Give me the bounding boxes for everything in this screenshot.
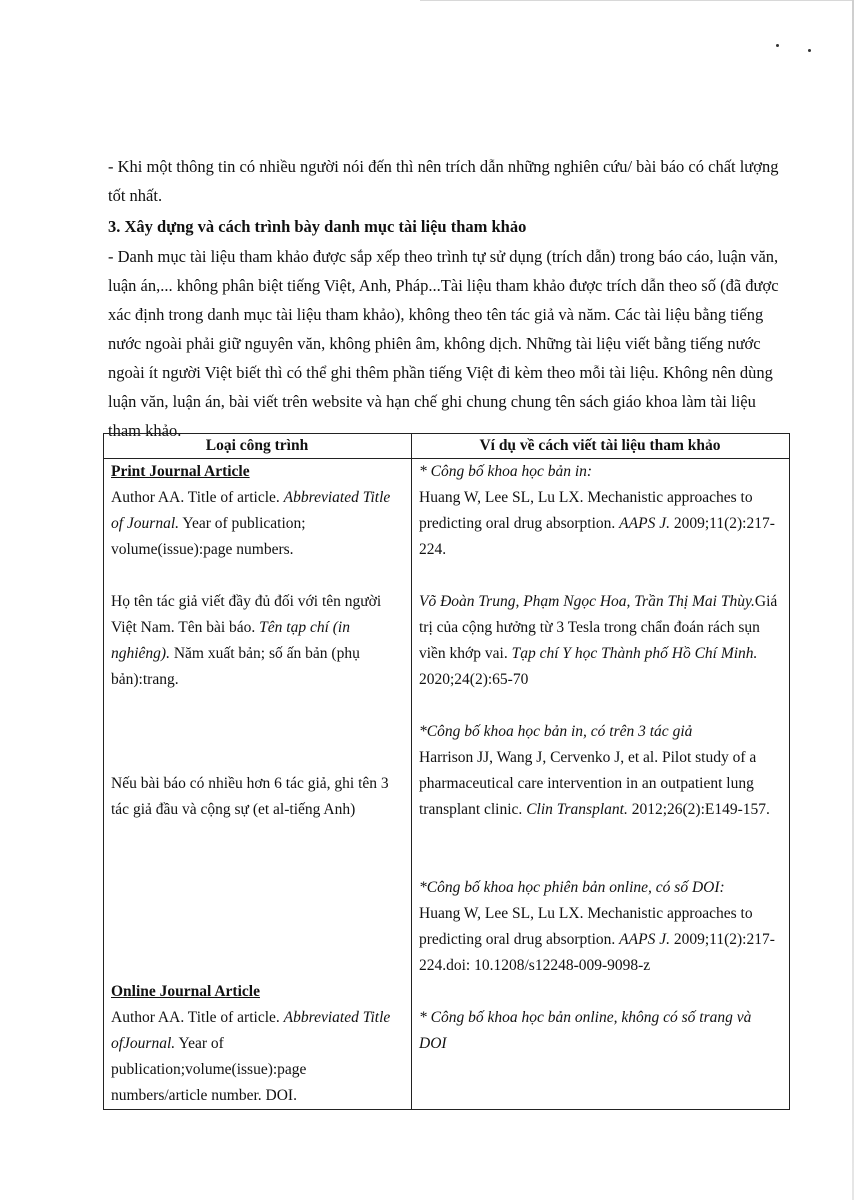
section-3-heading: 3. Xây dựng và cách trình bày danh mục tài liệu tham khảo — [108, 217, 527, 236]
print-journal-title: Print Journal Article — [111, 463, 250, 480]
example-online-doi-note: *Công bố khoa học phiên bản online, có số DOI: — [419, 879, 725, 896]
example-cell — [412, 459, 790, 1110]
paragraph-reference-list-rules: - Danh mục tài liệu tham khảo được sắp xếp theo trình tự sử dụng (trích dẫn) trong báo cáo, luận văn, luận án,... không phân biệt tiếng Việt, Anh, Pháp...Tài liệu tham khảo được trích dẫn theo số (đã được xác định trong danh mục tài liệu tham khảo), không theo tên tác giả và năm. Các tài liệu bằng tiếng nước ngoài phải giữ nguyên văn, không phiên âm, không dịch. Những tài liệu viết bằng tiếng nước ngoài ít người Việt biết thì có thể ghi thêm phần tiếng Việt đi kèm theo mỗi tài liệu. Không nên dùng luận văn, luận án, bài viết trên website và hạn chế ghi chung chung tên sách giáo khoa làm tài liệu tham khảo. — [108, 247, 779, 440]
six-authors-rule: Nếu bài báo có nhiều hơn 6 tác giả, ghi tên 3 tác giả đầu và cộng sự (et al-tiếng Anh) — [111, 775, 389, 818]
online-journal-format: Author AA. Title of article. Abbreviated Title ofJournal. Year of publication;volume(issue):page numbers/article number. DOI. — [111, 1009, 391, 1104]
paragraph-citation-quality: - Khi một thông tin có nhiều người nói đến thì nên trích dẫn những nghiên cứu/ bài báo có chất lượng tốt nhất. — [108, 157, 779, 205]
scan-speck — [808, 49, 811, 52]
work-type-cell — [104, 459, 412, 1110]
scan-speck — [776, 44, 779, 47]
example-online-no-doi-note: * Công bố khoa học bản online, không có số trang và DOI — [419, 1009, 752, 1052]
header-work-type: Loại công trình — [104, 434, 412, 459]
vietnamese-author-format: Họ tên tác giả viết đầy đủ đối với tên người Việt Nam. Tên bài báo. Tên tạp chí (in nghiêng). Năm xuất bản; số ấn bản (phụ bản):trang. — [111, 593, 382, 688]
example-vietnamese-reference: Võ Đoàn Trung, Phạm Ngọc Hoa, Trần Thị Mai Thùy.Giá trị của cộng hưởng từ 3 Tesla trong chẩn đoán rách sụn viền khớp vai. Tạp chí Y học Thành phố Hồ Chí Minh. 2020;24(2):65-70 — [419, 593, 778, 688]
table-row — [104, 459, 790, 1110]
example-online-doi-reference: Huang W, Lee SL, Lu LX. Mechanistic approaches to predicting oral drug absorption. AAPS J. 2009;11(2):217-224.doi: 10.1208/s12248-009-9098-z — [419, 905, 775, 974]
online-journal-title: Online Journal Article — [111, 983, 260, 1000]
header-example: Ví dụ về cách viết tài liệu tham khảo — [412, 434, 790, 459]
example-print-reference: Huang W, Lee SL, Lu LX. Mechanistic approaches to predicting oral drug absorption. AAPS J. 2009;11(2):217-224. — [419, 489, 775, 558]
reference-format-table — [103, 433, 790, 1110]
table-header-row — [104, 434, 790, 459]
example-print-note: * Công bố khoa học bản in: — [419, 463, 593, 480]
document-body — [108, 152, 788, 445]
example-multi-author-note: *Công bố khoa học bản in, có trên 3 tác giả — [419, 723, 693, 740]
scan-top-edge — [420, 0, 854, 1]
example-multi-author-reference: Harrison JJ, Wang J, Cervenko J, et al. Pilot study of a pharmaceutical care intervention in an outpatient lung transplant clinic. Clin Transplant. 2012;26(2):E149-157. — [419, 749, 770, 818]
print-journal-format: Author AA. Title of article. Abbreviated Title of Journal. Year of publication; volume(issue):page numbers. — [111, 489, 391, 558]
